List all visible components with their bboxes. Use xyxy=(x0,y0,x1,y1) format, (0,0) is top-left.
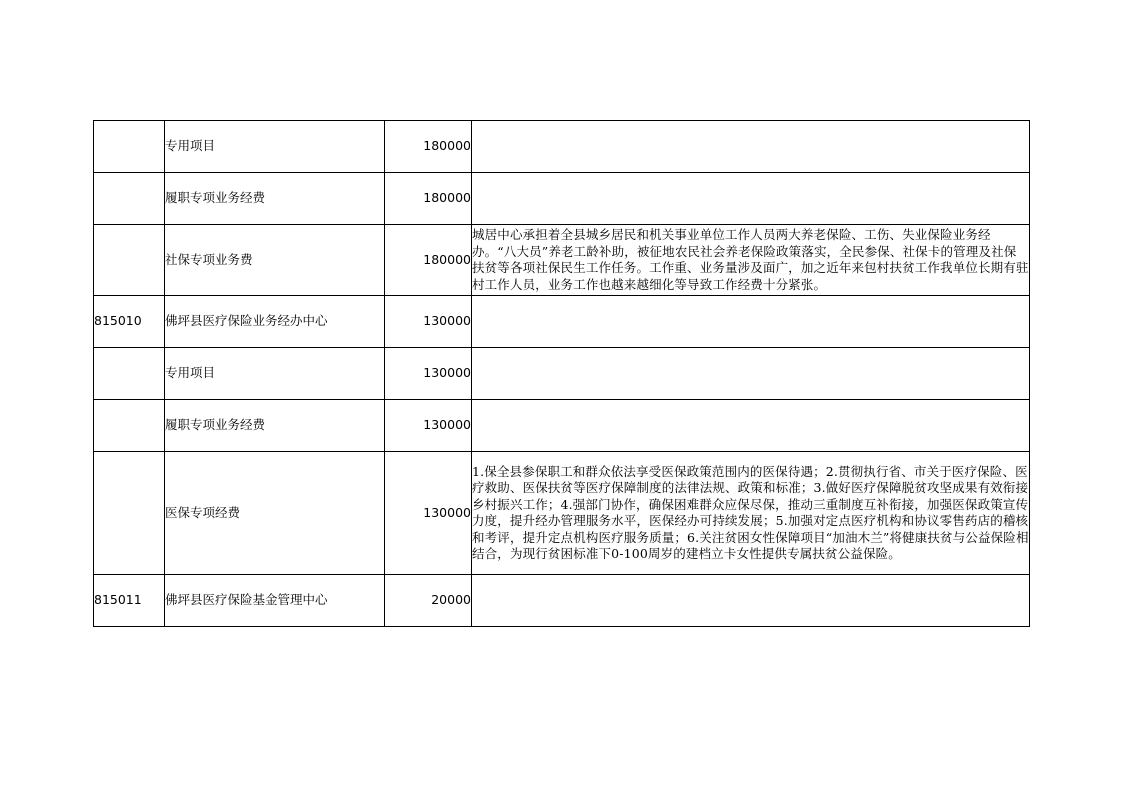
budget-table xyxy=(93,120,1030,627)
unit-code-cell xyxy=(94,400,165,452)
amount-cell: 20000 xyxy=(385,575,472,627)
table-row xyxy=(94,575,1030,627)
unit-code-cell xyxy=(94,348,165,400)
item-name-cell: 佛坪县医疗保险业务经办中心 xyxy=(165,296,385,348)
table-row xyxy=(94,348,1030,400)
amount-cell: 180000 xyxy=(385,225,472,296)
table-row xyxy=(94,173,1030,225)
description-cell xyxy=(472,575,1030,627)
amount-cell: 180000 xyxy=(385,173,472,225)
amount-cell: 180000 xyxy=(385,121,472,173)
item-name-cell: 专用项目 xyxy=(165,348,385,400)
unit-code-cell: 815010 xyxy=(94,296,165,348)
table-row xyxy=(94,225,1030,296)
amount-cell: 130000 xyxy=(385,400,472,452)
amount-cell: 130000 xyxy=(385,348,472,400)
description-cell: 城居中心承担着全县城乡居民和机关事业单位工作人员两大养老保险、工伤、失业保险业务经办。“八大员”养老工龄补助，被征地农民社会养老保险政策落实，全民参保、社保卡的管理及社保扶贫等各项社保民生工作任务。工作重、业务量涉及面广，加之近年来包村扶贫工作我单位长期有驻村工作人员，业务工作也越来越细化等导致工作经费十分紧张。 xyxy=(472,225,1030,296)
item-name-cell: 医保专项经费 xyxy=(165,452,385,575)
table-row xyxy=(94,296,1030,348)
description-cell xyxy=(472,348,1030,400)
item-name-cell: 佛坪县医疗保险基金管理中心 xyxy=(165,575,385,627)
description-cell: 1.保全县参保职工和群众依法享受医保政策范围内的医保待遇；2.贯彻执行省、市关于医疗保险、医疗救助、医保扶贫等医疗保障制度的法律法规、政策和标准；3.做好医疗保障脱贫攻坚成果有效衔接乡村振兴工作；4.强部门协作，确保困难群众应保尽保，推动三重制度互补衔接，加强医保政策宣传力度，提升经办管理服务水平，医保经办可持续发展；5.加强对定点医疗机构和协议零售药店的稽核和考评，提升定点机构医疗服务质量；6.关注贫困女性保障项目“加油木兰”将健康扶贫与公益保险相结合，为现行贫困标准下0-100周岁的建档立卡女性提供专属扶贫公益保险。 xyxy=(472,452,1030,575)
unit-code-cell: 815011 xyxy=(94,575,165,627)
item-name-cell: 履职专项业务经费 xyxy=(165,400,385,452)
table-row xyxy=(94,452,1030,575)
amount-cell: 130000 xyxy=(385,296,472,348)
amount-cell: 130000 xyxy=(385,452,472,575)
item-name-cell: 履职专项业务经费 xyxy=(165,173,385,225)
unit-code-cell xyxy=(94,225,165,296)
description-cell xyxy=(472,400,1030,452)
unit-code-cell xyxy=(94,121,165,173)
description-cell xyxy=(472,296,1030,348)
unit-code-cell xyxy=(94,173,165,225)
item-name-cell: 专用项目 xyxy=(165,121,385,173)
unit-code-cell xyxy=(94,452,165,575)
item-name-cell: 社保专项业务费 xyxy=(165,225,385,296)
description-cell xyxy=(472,173,1030,225)
description-cell xyxy=(472,121,1030,173)
table-row xyxy=(94,121,1030,173)
table-row xyxy=(94,400,1030,452)
